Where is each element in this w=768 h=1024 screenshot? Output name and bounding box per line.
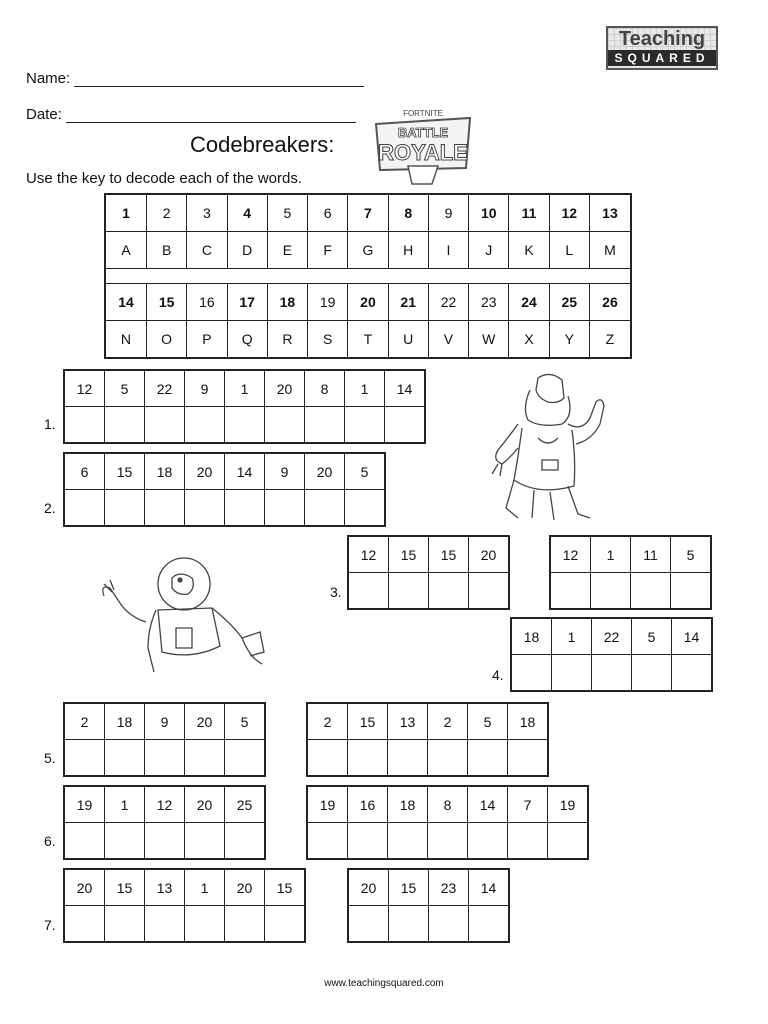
key-number-cell: 21 — [388, 284, 428, 321]
code-number-cell: 16 — [348, 786, 388, 823]
answer-cell[interactable] — [348, 573, 389, 610]
page-title: Codebreakers: — [190, 132, 335, 157]
key-letter-cell: I — [428, 232, 468, 269]
key-number-cell: 19 — [308, 284, 348, 321]
key-number-cell: 15 — [146, 284, 186, 321]
code-number-cell: 20 — [225, 869, 265, 906]
answer-cell[interactable] — [225, 490, 265, 527]
question-number: 7. — [44, 917, 56, 933]
code-number-cell: 9 — [185, 370, 225, 407]
answer-cell[interactable] — [105, 906, 145, 943]
answer-cell[interactable] — [428, 740, 468, 777]
battle-royale-logo — [368, 104, 478, 188]
logo-line2: SQUARED — [608, 50, 716, 66]
answer-cell[interactable] — [468, 823, 508, 860]
code-number-cell: 13 — [388, 703, 428, 740]
key-letter-cell: W — [469, 321, 509, 359]
code-number-cell: 2 — [428, 703, 468, 740]
code-word-table — [63, 868, 306, 943]
key-number-cell: 1 — [105, 194, 146, 232]
key-number-cell: 17 — [227, 284, 267, 321]
answer-cell[interactable] — [388, 823, 428, 860]
answer-cell[interactable] — [64, 906, 105, 943]
code-number-cell: 14 — [468, 786, 508, 823]
code-number-cell: 15 — [389, 869, 429, 906]
key-number-cell: 10 — [469, 194, 509, 232]
code-number-cell: 1 — [105, 786, 145, 823]
answer-cell[interactable] — [388, 740, 428, 777]
character-illustration-left — [92, 548, 292, 678]
code-number-cell: 1 — [552, 618, 592, 655]
answer-cell[interactable] — [385, 407, 426, 444]
answer-cell[interactable] — [64, 490, 105, 527]
key-letter-cell: B — [146, 232, 186, 269]
answer-cell[interactable] — [305, 490, 345, 527]
code-number-cell: 12 — [550, 536, 591, 573]
answer-cell[interactable] — [185, 823, 225, 860]
code-number-cell: 18 — [511, 618, 552, 655]
key-letter-cell: Z — [589, 321, 631, 359]
code-number-cell: 23 — [429, 869, 469, 906]
answer-cell[interactable] — [265, 906, 306, 943]
code-number-cell: 19 — [64, 786, 105, 823]
code-number-cell: 20 — [64, 869, 105, 906]
code-number-cell: 18 — [508, 703, 549, 740]
code-word-table — [63, 452, 386, 527]
code-number-cell: 5 — [468, 703, 508, 740]
key-number-cell: 12 — [549, 194, 589, 232]
key-number-cell: 23 — [469, 284, 509, 321]
logo-mid-text: BATTLE — [397, 125, 449, 140]
code-number-cell: 14 — [672, 618, 713, 655]
key-letter-cell: S — [308, 321, 348, 359]
character-illustration-right — [478, 368, 618, 528]
footer-url: www.teachingsquared.com — [324, 978, 444, 989]
code-number-cell: 25 — [225, 786, 266, 823]
answer-cell[interactable] — [225, 906, 265, 943]
code-word-table — [549, 535, 712, 610]
code-number-cell: 7 — [508, 786, 548, 823]
name-label: Name: — [26, 70, 71, 87]
answer-cell[interactable] — [428, 823, 468, 860]
question-number: 2. — [44, 500, 56, 516]
key-letter-cell: J — [469, 232, 509, 269]
code-number-cell: 14 — [385, 370, 426, 407]
key-letter-cell: O — [146, 321, 186, 359]
answer-cell[interactable] — [307, 823, 348, 860]
key-letter-cell: V — [428, 321, 468, 359]
name-line — [26, 70, 364, 87]
key-letter-cell: G — [348, 232, 388, 269]
key-spacer — [105, 269, 631, 284]
code-number-cell: 1 — [225, 370, 265, 407]
code-word-table — [347, 868, 510, 943]
code-number-cell: 9 — [145, 703, 185, 740]
key-table — [104, 193, 632, 359]
key-number-cell: 24 — [509, 284, 549, 321]
code-number-cell: 14 — [469, 869, 510, 906]
answer-cell[interactable] — [345, 490, 386, 527]
code-number-cell: 5 — [671, 536, 712, 573]
key-letter-cell: A — [105, 232, 146, 269]
code-number-cell: 12 — [348, 536, 389, 573]
code-number-cell: 5 — [225, 703, 266, 740]
answer-cell[interactable] — [429, 906, 469, 943]
key-letter-cell: H — [388, 232, 428, 269]
key-letter-cell: N — [105, 321, 146, 359]
key-letter-cell: L — [549, 232, 589, 269]
answer-cell[interactable] — [672, 655, 713, 692]
code-number-cell: 15 — [348, 703, 388, 740]
code-number-cell: 20 — [469, 536, 510, 573]
answer-cell[interactable] — [348, 740, 388, 777]
answer-cell[interactable] — [105, 490, 145, 527]
code-number-cell: 2 — [64, 703, 105, 740]
code-number-cell: 20 — [185, 703, 225, 740]
answer-cell[interactable] — [632, 655, 672, 692]
answer-cell[interactable] — [389, 573, 429, 610]
code-number-cell: 1 — [345, 370, 385, 407]
code-word-table — [63, 369, 426, 444]
answer-cell[interactable] — [64, 740, 105, 777]
key-letter-cell: F — [308, 232, 348, 269]
answer-cell[interactable] — [185, 407, 225, 444]
question-number: 3. — [330, 584, 342, 600]
key-letter-cell: M — [589, 232, 631, 269]
instructions: Use the key to decode each of the words. — [26, 170, 302, 187]
key-number-cell: 14 — [105, 284, 146, 321]
key-letter-cell: T — [348, 321, 388, 359]
key-letter-cell: D — [227, 232, 267, 269]
key-number-cell: 20 — [348, 284, 388, 321]
answer-cell[interactable] — [145, 490, 185, 527]
answer-cell[interactable] — [631, 573, 671, 610]
code-number-cell: 20 — [348, 869, 389, 906]
logo-line1: Teaching — [608, 28, 716, 50]
key-letter-cell: U — [388, 321, 428, 359]
code-word-table — [63, 785, 266, 860]
code-number-cell: 22 — [145, 370, 185, 407]
name-field[interactable] — [74, 72, 364, 87]
answer-cell[interactable] — [105, 823, 145, 860]
key-letter-cell: X — [509, 321, 549, 359]
answer-cell[interactable] — [389, 906, 429, 943]
answer-cell[interactable] — [548, 823, 589, 860]
code-number-cell: 20 — [185, 786, 225, 823]
key-number-cell: 16 — [187, 284, 227, 321]
code-number-cell: 5 — [105, 370, 145, 407]
date-label: Date: — [26, 106, 62, 123]
key-number-cell: 3 — [187, 194, 227, 232]
code-number-cell: 5 — [345, 453, 386, 490]
code-number-cell: 18 — [145, 453, 185, 490]
key-number-cell: 9 — [428, 194, 468, 232]
question-number: 4. — [492, 667, 504, 683]
answer-cell[interactable] — [552, 655, 592, 692]
answer-cell[interactable] — [592, 655, 632, 692]
answer-cell[interactable] — [145, 823, 185, 860]
code-number-cell: 11 — [631, 536, 671, 573]
code-number-cell: 12 — [145, 786, 185, 823]
answer-cell[interactable] — [348, 823, 388, 860]
answer-cell[interactable] — [469, 573, 510, 610]
code-word-table — [306, 785, 589, 860]
key-number-cell: 18 — [267, 284, 307, 321]
question-number: 5. — [44, 750, 56, 766]
answer-cell[interactable] — [265, 490, 305, 527]
question-number: 1. — [44, 416, 56, 432]
logo-main-text: ROYALE — [378, 140, 468, 165]
answer-cell[interactable] — [345, 407, 385, 444]
answer-cell[interactable] — [468, 740, 508, 777]
key-number-cell: 6 — [308, 194, 348, 232]
answer-cell[interactable] — [185, 740, 225, 777]
key-number-cell: 5 — [267, 194, 307, 232]
answer-cell[interactable] — [469, 906, 510, 943]
answer-cell[interactable] — [508, 823, 548, 860]
key-letter-cell: R — [267, 321, 307, 359]
key-letter-cell: K — [509, 232, 549, 269]
answer-cell[interactable] — [145, 740, 185, 777]
answer-cell[interactable] — [591, 573, 631, 610]
code-number-cell: 9 — [265, 453, 305, 490]
code-number-cell: 18 — [105, 703, 145, 740]
answer-cell[interactable] — [550, 573, 591, 610]
code-word-table — [347, 535, 510, 610]
code-number-cell: 14 — [225, 453, 265, 490]
code-number-cell: 15 — [265, 869, 306, 906]
answer-cell[interactable] — [225, 407, 265, 444]
answer-cell[interactable] — [429, 573, 469, 610]
code-number-cell: 8 — [305, 370, 345, 407]
key-number-cell: 8 — [388, 194, 428, 232]
code-number-cell: 15 — [105, 869, 145, 906]
key-number-cell: 4 — [227, 194, 267, 232]
code-number-cell: 5 — [632, 618, 672, 655]
answer-cell[interactable] — [307, 740, 348, 777]
key-number-cell: 11 — [509, 194, 549, 232]
code-number-cell: 1 — [185, 869, 225, 906]
code-number-cell: 20 — [185, 453, 225, 490]
key-number-cell: 25 — [549, 284, 589, 321]
answer-cell[interactable] — [64, 407, 105, 444]
teaching-squared-logo — [606, 26, 718, 70]
code-number-cell: 1 — [591, 536, 631, 573]
key-number-cell: 26 — [589, 284, 631, 321]
answer-cell[interactable] — [105, 407, 145, 444]
code-word-table — [63, 702, 266, 777]
code-number-cell: 12 — [64, 370, 105, 407]
date-field[interactable] — [66, 108, 356, 123]
code-number-cell: 20 — [305, 453, 345, 490]
code-word-table — [510, 617, 713, 692]
code-number-cell: 6 — [64, 453, 105, 490]
answer-cell[interactable] — [265, 407, 305, 444]
key-letter-cell: E — [267, 232, 307, 269]
date-line — [26, 106, 356, 123]
code-number-cell: 22 — [592, 618, 632, 655]
answer-cell[interactable] — [145, 906, 185, 943]
answer-cell[interactable] — [511, 655, 552, 692]
answer-cell[interactable] — [105, 740, 145, 777]
code-word-table — [306, 702, 549, 777]
key-number-cell: 22 — [428, 284, 468, 321]
answer-cell[interactable] — [185, 906, 225, 943]
code-number-cell: 19 — [307, 786, 348, 823]
logo-top-text: FORTNITE — [403, 109, 443, 118]
code-number-cell: 13 — [145, 869, 185, 906]
answer-cell[interactable] — [305, 407, 345, 444]
answer-cell[interactable] — [348, 906, 389, 943]
code-number-cell: 15 — [429, 536, 469, 573]
answer-cell[interactable] — [671, 573, 712, 610]
answer-cell[interactable] — [185, 490, 225, 527]
code-number-cell: 15 — [389, 536, 429, 573]
key-number-cell: 13 — [589, 194, 631, 232]
key-letter-cell: P — [187, 321, 227, 359]
code-number-cell: 20 — [265, 370, 305, 407]
key-letter-cell: Y — [549, 321, 589, 359]
answer-cell[interactable] — [508, 740, 549, 777]
answer-cell[interactable] — [225, 740, 266, 777]
code-number-cell: 19 — [548, 786, 589, 823]
key-letter-cell: Q — [227, 321, 267, 359]
answer-cell[interactable] — [145, 407, 185, 444]
key-number-cell: 2 — [146, 194, 186, 232]
key-number-cell: 7 — [348, 194, 388, 232]
answer-cell[interactable] — [64, 823, 105, 860]
question-number: 6. — [44, 833, 56, 849]
key-letter-cell: C — [187, 232, 227, 269]
code-number-cell: 15 — [105, 453, 145, 490]
code-number-cell: 8 — [428, 786, 468, 823]
code-number-cell: 18 — [388, 786, 428, 823]
code-number-cell: 2 — [307, 703, 348, 740]
answer-cell[interactable] — [225, 823, 266, 860]
